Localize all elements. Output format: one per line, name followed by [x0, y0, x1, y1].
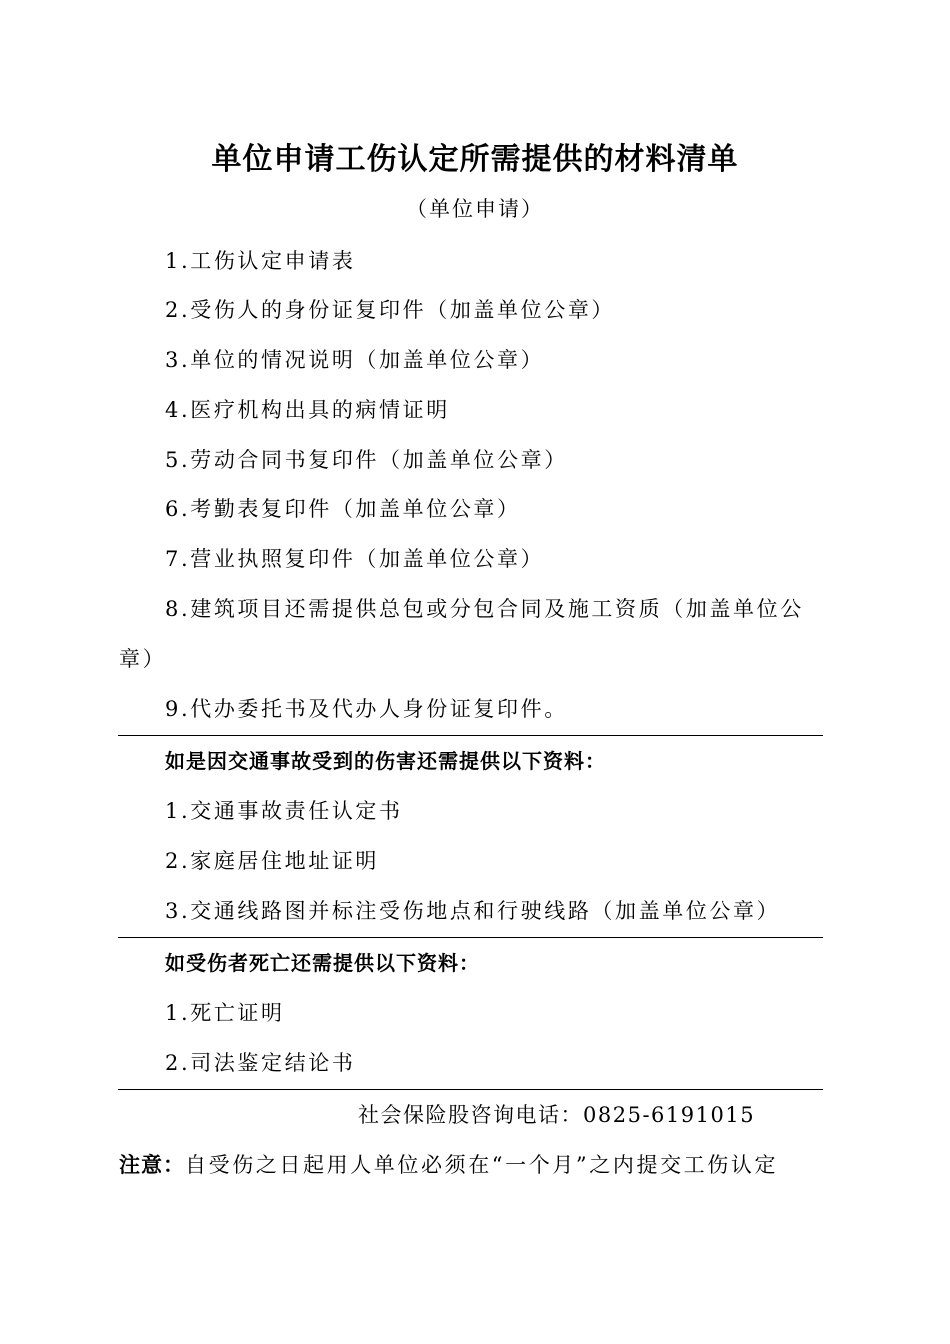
traffic-item: 3.交通线路图并标注受伤地点和行驶线路（加盖单位公章） — [165, 899, 781, 923]
death-item: 1.死亡证明 — [165, 1001, 285, 1025]
traffic-item: 2.家庭居住地址证明 — [165, 849, 380, 873]
section-divider — [118, 937, 823, 938]
traffic-item: 1.交通事故责任认定书 — [165, 799, 403, 823]
material-item: 4.医疗机构出具的病情证明 — [165, 398, 450, 422]
page-title: 单位申请工伤认定所需提供的材料清单 — [211, 142, 739, 177]
material-item: 6.考勤表复印件（加盖单位公章） — [165, 497, 521, 521]
material-item: 5.劳动合同书复印件（加盖单位公章） — [165, 448, 568, 472]
section-divider — [118, 1089, 823, 1090]
contact-label: 社会保险股咨询电话： — [358, 1103, 583, 1127]
traffic-section-heading: 如是因交通事故受到的伤害还需提供以下资料： — [165, 749, 606, 773]
material-item: 9.代办委托书及代办人身份证复印件。 — [165, 697, 568, 721]
death-item: 2.司法鉴定结论书 — [165, 1051, 356, 1075]
contact-line — [358, 1100, 755, 1130]
notice-label: 注意： — [119, 1153, 185, 1177]
material-item: 3.单位的情况说明（加盖单位公章） — [165, 348, 545, 372]
notice-text: 自受伤之日起用人单位必须在“一个月”之内提交工伤认定 — [185, 1153, 779, 1177]
page-subtitle: （单位申请） — [406, 197, 544, 221]
material-item: 1.工伤认定申请表 — [165, 249, 356, 273]
notice-line — [119, 1150, 778, 1180]
material-item-continuation: 章） — [119, 647, 167, 671]
material-item: 7.营业执照复印件（加盖单位公章） — [165, 547, 545, 571]
contact-phone: 0825-6191015 — [583, 1103, 756, 1127]
material-item: 2.受伤人的身份证复印件（加盖单位公章） — [165, 298, 616, 322]
death-section-heading: 如受伤者死亡还需提供以下资料： — [165, 951, 480, 975]
section-divider — [118, 735, 823, 736]
material-item: 8.建筑项目还需提供总包或分包合同及施工资质（加盖单位公 — [165, 597, 804, 621]
